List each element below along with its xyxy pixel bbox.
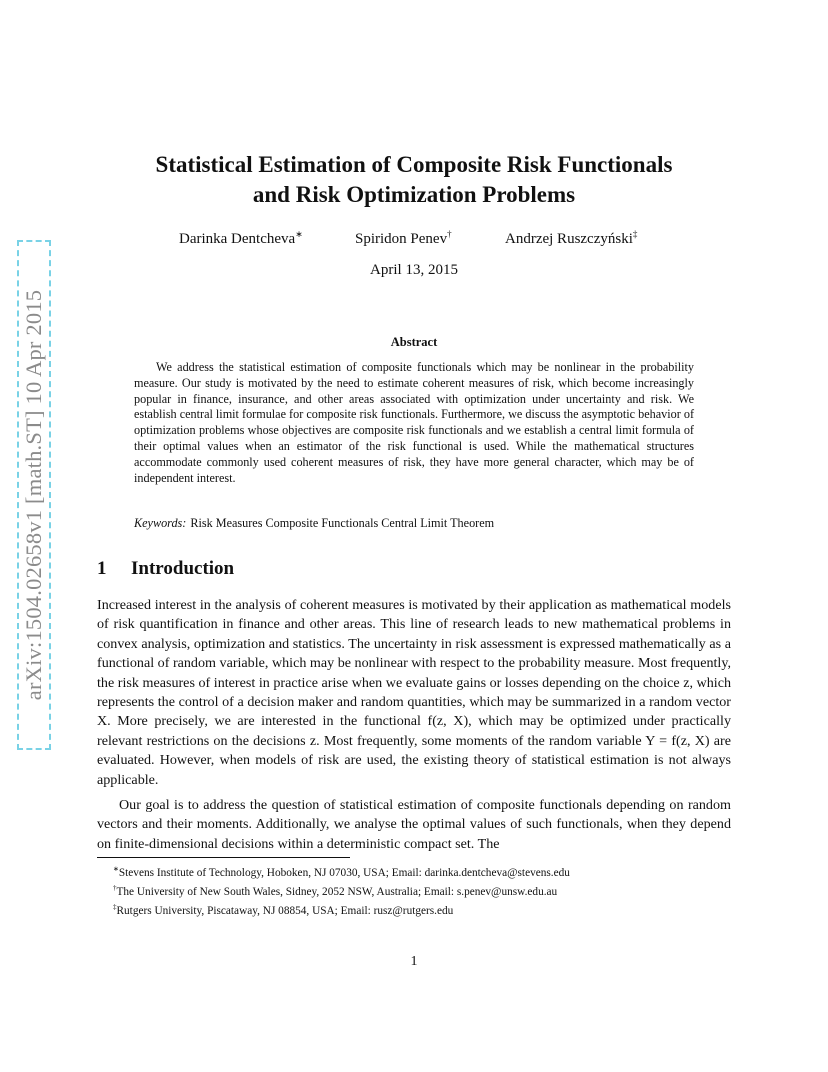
section-heading xyxy=(97,558,234,580)
author-mark: ‡ xyxy=(632,229,638,239)
title-line-1: Statistical Estimation of Composite Risk Functionals xyxy=(155,152,673,177)
abstract-text: We address the statistical estimation of composite functionals which may be nonlinear in the probability measure. Our study is motivated by the need to estimate coherent measures of risk, which become increasingly popular in finance, insurance, and other areas associated with optimization under uncertainty and risk. We establish central limit formulae for composite risk functionals. Furthermore, we discuss the asymptotic behavior of optimization problems whose objectives are composite risk functionals and we establish a central limit formula of their optimal values when an estimator of the risk functional is used. While the mathematical structures accommodate commonly used coherent measures of risk, they have more general character, which may be of independent interest. xyxy=(134,360,694,485)
footnote-mark: ‡ xyxy=(113,902,117,911)
author-name: Andrzej Ruszczyński xyxy=(505,231,633,247)
body-paragraph-2: Our goal is to address the question of statistical estimation of composite functionals depending on random vectors and their moments. Additionally, we analyse the optimal values of such functionals, when they depend on finite-dimensional decisions within a deterministic compact set. The xyxy=(97,797,731,852)
footnote-2 xyxy=(113,881,570,900)
section-number: 1 xyxy=(97,558,107,579)
page-number: 1 xyxy=(410,954,418,969)
author-mark: ∗ xyxy=(295,229,303,239)
footnote-3 xyxy=(113,900,570,919)
footnote-divider xyxy=(97,857,350,858)
footnote-text: Stevens Institute of Technology, Hoboken, NJ 07030, USA; Email: darinka.dentcheva@stevens.edu xyxy=(118,866,570,879)
footnote-text: Rutgers University, Piscataway, NJ 08854, USA; Email: rusz@rutgers.edu xyxy=(116,904,454,917)
author-2 xyxy=(355,229,452,248)
footnote-text: The University of New South Wales, Sidney, 2052 NSW, Australia; Email: s.penev@unsw.edu.au xyxy=(116,885,558,898)
keywords-text: Risk Measures Composite Functionals Central Limit Theorem xyxy=(190,516,495,530)
author-1 xyxy=(179,229,303,248)
author-name: Darinka Dentcheva xyxy=(179,231,296,247)
keywords xyxy=(134,516,494,531)
author-mark: † xyxy=(447,229,452,239)
footnote-1 xyxy=(113,862,570,881)
author-name: Spiridon Penev xyxy=(355,231,448,247)
footnote-mark: ∗ xyxy=(113,865,119,873)
footnotes xyxy=(113,862,570,919)
title-line-2: and Risk Optimization Problems xyxy=(252,182,576,207)
section-title: Introduction xyxy=(131,558,235,579)
body-paragraph-1: Increased interest in the analysis of coherent measures is motivated by their application as mathematical models of risk quantification in finance and other areas. This line of research leads to new mathematical problems in convex analysis, optimization and statistics. The uncertainty in risk assessment is expressed mathematically as a functional of random variable, which may be nonlinear with respect to the probability measure. Most frequently, the risk measures of interest in practice arise when we evaluate gains or losses depending on the choice z, which represents the control of a decision maker and random quantities, which may be summarized in a random vector X. More precisely, we are interested in the functional f(z, X), which may be optimized under practically relevant restrictions on the decisions z. Most frequently, some moments of the random variable Y = f(z, X) are evaluated. However, when models of risk are used, the existing theory of statistical estimation is not always applicable. xyxy=(97,597,731,788)
abstract-heading: Abstract xyxy=(390,335,438,349)
footnote-mark: † xyxy=(113,883,117,892)
author-3 xyxy=(505,229,637,248)
paper-title xyxy=(0,150,828,210)
paper-date: April 13, 2015 xyxy=(370,262,458,278)
arxiv-stamp-text: arXiv:1504.02658v1 [math.ST] 10 Apr 2015 xyxy=(21,289,46,701)
arxiv-stamp xyxy=(17,240,51,750)
keywords-label: Keywords: xyxy=(134,516,187,530)
